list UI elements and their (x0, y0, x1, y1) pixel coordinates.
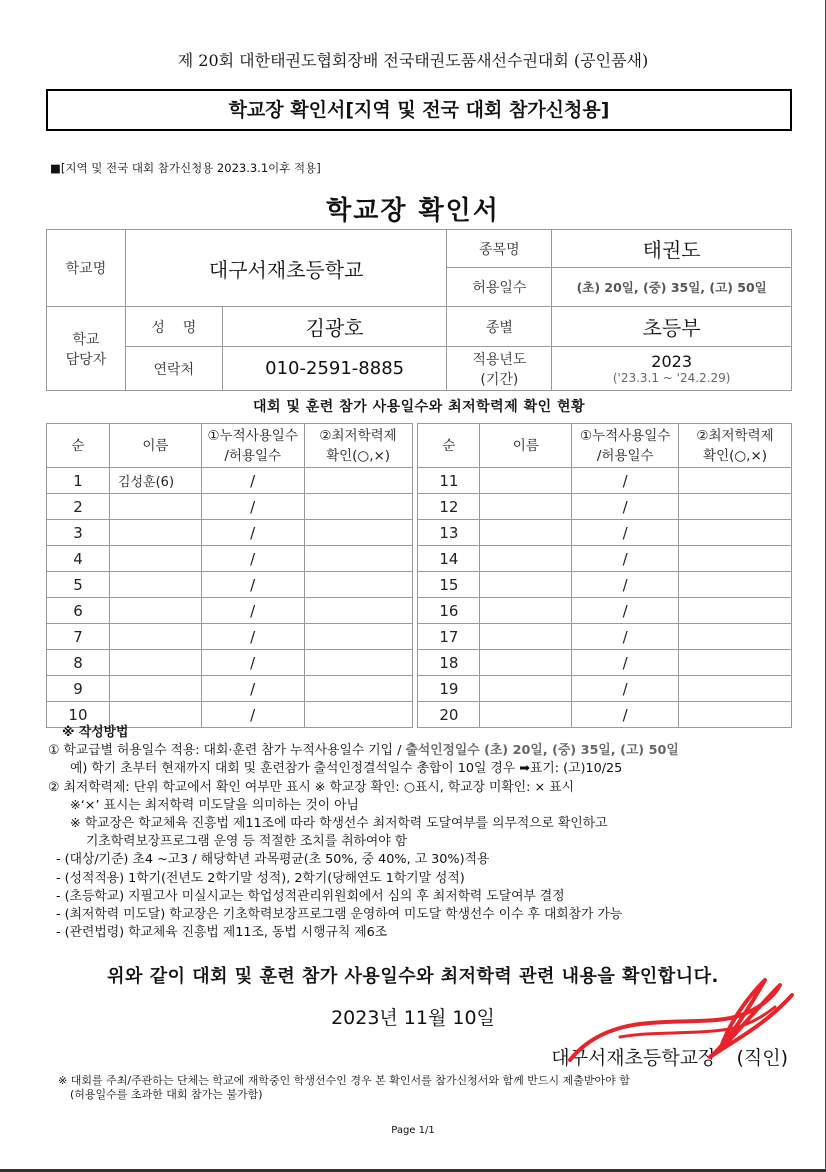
row-days: / (201, 702, 304, 728)
instruction-1 (48, 742, 820, 760)
row-name (480, 468, 572, 494)
row-check (304, 468, 412, 494)
handwritten-signature (560, 965, 800, 1075)
table-row (47, 468, 792, 494)
row-name (480, 624, 572, 650)
allowed-days-label: 허용일수 (447, 268, 552, 307)
contact-value: 010-2591-8885 (222, 347, 447, 391)
row-check (304, 546, 412, 572)
applicability-note: ■[지역 및 전국 대회 참가신청용 2023.3.1이후 적용] (50, 161, 321, 175)
row-no: 5 (47, 572, 110, 598)
row-no: 16 (418, 598, 480, 624)
row-name (480, 572, 572, 598)
row-check (304, 676, 412, 702)
bullet-item: - (대상/기준) 초4 ~고3 / 해당학년 과목평균(초 50%, 중 40%, 고 30%)적용 (56, 852, 490, 868)
staff-label (47, 307, 126, 391)
row-check (304, 598, 412, 624)
row-days: / (572, 650, 679, 676)
note-law-1: ※ 학교장은 학교체육 진흥법 제11조에 따라 학생선수 최저학력 도달여부를 의무적으로 확인하고 (70, 816, 608, 832)
example-text: 예) 학기 초부터 현재까지 대회 및 훈련참가 출석인정결석일수 총합이 10일 경우 (70, 761, 516, 777)
official-seal-label: (직인) (736, 1047, 788, 1069)
row-no: 20 (418, 702, 480, 728)
row-name (480, 676, 572, 702)
confirmation-statement: 위와 같이 대회 및 훈련 참가 사용일수와 최저학력 관련 내용을 확인합니다. (107, 966, 719, 987)
row-check (304, 520, 412, 546)
row-check (679, 650, 792, 676)
row-name (109, 598, 201, 624)
row-days: / (572, 572, 679, 598)
year-label-line2: (기간) (480, 371, 519, 388)
col-days-line1: ①누적사용일수 (580, 427, 671, 444)
row-name (109, 650, 201, 676)
col-days-line1: ①누적사용일수 (207, 427, 298, 444)
row-check (679, 546, 792, 572)
note-law-2: 기초학력보장프로그램 운영 등 적절한 조치를 취하여야 함 (86, 834, 408, 850)
roster-table (46, 423, 792, 728)
year-value-cell (552, 347, 792, 391)
row-no: 14 (418, 546, 480, 572)
bullet-item: - (성적적용) 1학기(전년도 2학기말 성적), 2학기(당해연도 1학기말 성적) (56, 870, 465, 886)
sport-value: 태권도 (552, 230, 792, 268)
instruction-1-text: ① 학교급별 허용일수 적용: 대회·훈련 참가 누적사용일수 기입 / (48, 743, 406, 759)
form-box-title: 학교장 확인서[지역 및 전국 대회 참가신청용] (46, 89, 792, 131)
row-days: / (572, 494, 679, 520)
table-row (47, 624, 792, 650)
row-no: 9 (47, 676, 110, 702)
contact-label: 연락처 (125, 347, 222, 391)
event-title: 제 20회 대한태권도협회장배 전국태권도품새선수권대회 (공인품새) (177, 51, 649, 70)
footer-note-1: ※ 대회를 주최/주관하는 단체는 학교에 재학중인 학생선수인 경우 본 확인서를 참가신청서와 함께 반드시 제출받아야 함 (58, 1074, 630, 1087)
row-no: 17 (418, 624, 480, 650)
bullet-item: - (초등학교) 지필고사 미실시교는 학업성적관리위원회에서 심의 후 최저학력 도달여부 결정 (56, 888, 565, 904)
col-check (679, 424, 792, 468)
footer-note (58, 1074, 630, 1102)
school-info-table (46, 229, 792, 391)
row-name (109, 572, 201, 598)
table-row (47, 520, 792, 546)
col-no: 순 (418, 424, 480, 468)
row-name (480, 650, 572, 676)
table-row (47, 676, 792, 702)
page-title: 학교장 확인서 (326, 196, 500, 226)
name-label: 성 명 (125, 307, 222, 347)
row-check (679, 494, 792, 520)
row-check (679, 468, 792, 494)
row-no: 4 (47, 546, 110, 572)
staff-label-line1: 학교 (72, 331, 100, 348)
row-name (480, 494, 572, 520)
row-days: / (572, 676, 679, 702)
bullet-item: - (최저학력 미도달) 학교장은 기초학력보장프로그램 운영하여 미도달 학생선수 이수 후 대회참가 가능 (56, 907, 623, 923)
bullet-item: - (관련법령) 학교체육 진흥법 제11조, 동법 시행규칙 제6조 (56, 925, 388, 941)
school-name: 대구서재초등학교 (125, 230, 447, 307)
table-row (47, 546, 792, 572)
col-check-line2: 확인(○,×) (703, 447, 768, 464)
instruction-2: ② 최저학력제: 단위 학교에서 확인 여부만 표시 ※ 학교장 확인: ○표시, 학교장 미확인: × 표시 (48, 779, 574, 795)
footer-note-2: (허용일수를 초과한 대회 참가는 불가함) (70, 1088, 263, 1101)
row-days: / (572, 702, 679, 728)
instructions-heading: ※ 작성방법 (62, 725, 129, 740)
attendance-days-highlight: 출석인정일수 (초) 20일, (중) 35일, (고) 50일 (405, 743, 679, 759)
row-no: 11 (418, 468, 480, 494)
row-no: 3 (47, 520, 110, 546)
note-x-mark: ※‘×’ 표시는 최저학력 미도달을 의미하는 것이 아님 (70, 797, 359, 813)
allowed-days-value: (초) 20일, (중) 35일, (고) 50일 (552, 268, 792, 307)
col-days (201, 424, 304, 468)
row-days: / (572, 598, 679, 624)
row-no: 7 (47, 624, 110, 650)
row-days: / (201, 494, 304, 520)
row-no: 8 (47, 650, 110, 676)
writing-instructions (48, 724, 820, 942)
row-no: 19 (418, 676, 480, 702)
roster-title: 대회 및 훈련 참가 사용일수와 최저학력제 확인 현황 (252, 399, 586, 415)
row-name (480, 598, 572, 624)
row-no: 15 (418, 572, 480, 598)
row-days: / (201, 676, 304, 702)
row-days: / (572, 520, 679, 546)
col-name: 이름 (480, 424, 572, 468)
confirmation-date: 2023년 11월 10일 (331, 1007, 495, 1029)
row-name (480, 546, 572, 572)
col-check (304, 424, 412, 468)
col-check-line1: ②최저학력제 (319, 427, 397, 444)
year-label (447, 347, 552, 391)
instruction-1-example (70, 760, 820, 778)
row-days: / (201, 650, 304, 676)
arrow-right-icon: ➡ (519, 761, 530, 777)
row-no: 1 (47, 468, 110, 494)
row-name (109, 520, 201, 546)
row-check (679, 676, 792, 702)
col-days-line2: /허용일수 (224, 447, 282, 464)
row-check (304, 494, 412, 520)
example-notation: 표기: (고)10/25 (529, 761, 623, 777)
table-row (47, 650, 792, 676)
row-name: 김성훈(6) (109, 468, 201, 494)
row-days: / (201, 598, 304, 624)
table-row (47, 494, 792, 520)
col-name: 이름 (109, 424, 201, 468)
sport-label: 종목명 (447, 230, 552, 268)
row-check (304, 650, 412, 676)
row-days: / (201, 572, 304, 598)
row-no: 10 (47, 702, 110, 728)
row-days: / (201, 624, 304, 650)
row-no: 13 (418, 520, 480, 546)
table-row (47, 598, 792, 624)
col-days (572, 424, 679, 468)
row-name (109, 494, 201, 520)
staff-label-line2: 담당자 (65, 351, 107, 368)
row-check (679, 520, 792, 546)
row-no: 6 (47, 598, 110, 624)
division-label: 종별 (447, 307, 552, 347)
row-name (480, 520, 572, 546)
row-name (109, 546, 201, 572)
division-value: 초등부 (552, 307, 792, 347)
year-period: ('23.3.1 ~ '24.2.29) (612, 371, 731, 385)
row-days: / (201, 468, 304, 494)
col-no: 순 (47, 424, 110, 468)
signature-stroke (570, 980, 792, 1060)
table-row (47, 572, 792, 598)
row-check (304, 572, 412, 598)
row-days: / (572, 546, 679, 572)
row-check (679, 624, 792, 650)
row-no: 2 (47, 494, 110, 520)
col-check-line2: 확인(○,×) (326, 447, 391, 464)
row-days: / (572, 624, 679, 650)
row-name (109, 624, 201, 650)
year-value: 2023 (651, 352, 693, 371)
school-label: 학교명 (47, 230, 126, 307)
row-days: / (201, 520, 304, 546)
principal-school: 대구서재초등학교장 (551, 1047, 717, 1069)
row-check (679, 598, 792, 624)
row-days: / (201, 546, 304, 572)
page-number: Page 1/1 (391, 1125, 435, 1136)
year-label-line1: 적용년도 (472, 351, 527, 368)
row-check (304, 624, 412, 650)
row-no: 18 (418, 650, 480, 676)
col-days-line2: /허용일수 (596, 447, 654, 464)
row-days: / (572, 468, 679, 494)
row-no: 12 (418, 494, 480, 520)
row-name (109, 676, 201, 702)
staff-name: 김광호 (222, 307, 447, 347)
col-check-line1: ②최저학력제 (696, 427, 774, 444)
row-check (679, 572, 792, 598)
